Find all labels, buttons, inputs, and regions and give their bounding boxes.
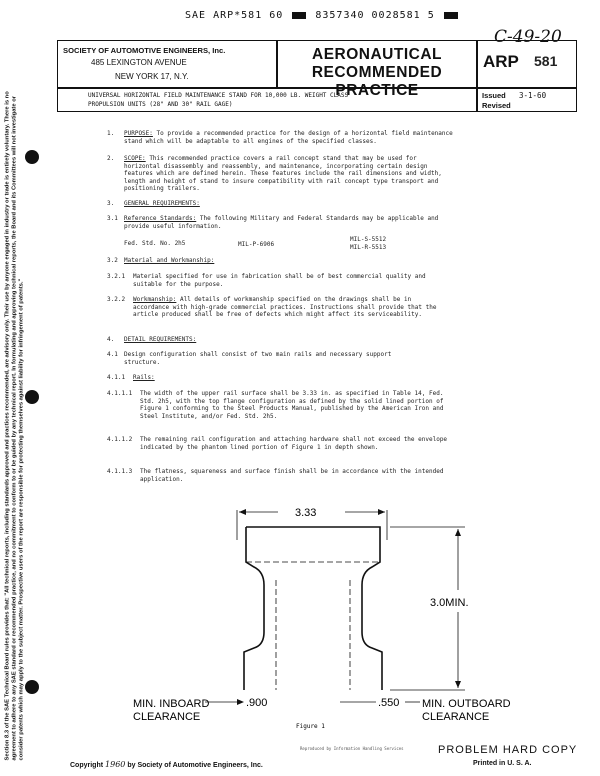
outboard-label-1: MIN. OUTBOARD [422, 698, 511, 710]
section-heading: PURPOSE: [124, 130, 153, 137]
outboard-value: .550 [378, 697, 400, 709]
section-number: 4.1 [107, 351, 118, 358]
issued-date: 3-1-60 [519, 91, 547, 100]
society-address2: NEW YORK 17, N.Y. [115, 72, 189, 81]
society-name: SOCIETY OF AUTOMOTIVE ENGINEERS, Inc. [63, 46, 226, 55]
arp-number: 581 [534, 53, 558, 69]
phantom-lines [246, 562, 380, 690]
section-heading: Rails: [133, 374, 155, 381]
section-heading: DETAIL REQUIREMENTS: [124, 336, 197, 343]
arrow-head [237, 699, 244, 705]
subject-line1: UNIVERSAL HORIZONTAL FIELD MAINTENANCE STAND FOR 10,000 LB. WEIGHT CLASS [88, 92, 349, 99]
rail-profile [244, 527, 382, 690]
section-text: Material specified for use in fabrication shall be of best commercial quality and suitable for the purpose. [133, 273, 426, 288]
doc-serial: 8357340 0028581 5 [315, 10, 435, 21]
copyright-label: Copyright [70, 762, 104, 769]
section-number: 4. [107, 336, 115, 343]
section-text: To provide a recommended practice for the design of a horizontal field maintenance stand which will be adaptable to all engines of the specified classes. [124, 130, 453, 145]
section-number: 1. [107, 130, 115, 137]
copyright-line [70, 760, 263, 769]
section-text: The following Military and Federal Standards may be applicable and provide useful information. [124, 215, 439, 230]
section-number: 2. [107, 155, 115, 162]
section-number: 3. [107, 200, 115, 207]
reproduction-note: Reproduced by Information Handling Services [300, 746, 404, 751]
arp-code: ARP [483, 52, 519, 71]
section-number: 3.1 [107, 215, 118, 222]
society-address1: 485 LEXINGTON AVENUE [91, 58, 187, 67]
ref-mil-2: MIL-S-5512 [350, 236, 387, 243]
section-heading: SCOPE: [124, 155, 146, 162]
section-text: Design configuration shall consist of two main rails and necessary support structure. [124, 351, 392, 366]
title-line1: AERONAUTICAL [312, 46, 442, 63]
section-heading: GENERAL REQUIREMENTS: [124, 200, 200, 207]
issued-label: Issued [482, 91, 506, 100]
printed-in: Printed in U. S. A. [473, 760, 532, 767]
copyright-holder: by Society of Automotive Engineers, Inc. [127, 762, 263, 769]
copyright-year: 1960 [105, 760, 126, 769]
inboard-value: .900 [246, 697, 268, 709]
section-text: The flatness, squareness and surface finish shall be in accordance with the intended application. [140, 468, 444, 483]
section-heading: Reference Standards: [124, 215, 197, 222]
arrow-head [455, 529, 461, 536]
doc-code: SAE ARP*581 60 [185, 10, 284, 21]
revised-label: Revised [482, 101, 511, 110]
section-heading: Material and Workmanship: [124, 257, 215, 264]
section-heading: Workmanship: [133, 296, 177, 303]
height-label: 3.0MIN. [430, 597, 469, 609]
section-text: This recommended practice covers a rail concept stand that may be used for horizontal disassembly and reassembly, and maintenance, incorporating certain design features which are defined herein. These features include the rail dimensions and width, length and height of stand to insure compatibility with rail concept type transport and positioning trailers. [124, 155, 442, 193]
arrow-head [378, 509, 385, 515]
arrow-head [455, 681, 461, 688]
problem-stamp: PROBLEM HARD COPY [438, 744, 578, 756]
section-number: 4.1.1 [107, 374, 126, 381]
handwritten-note: C-49-20 [494, 27, 562, 47]
ref-fed-std: Fed. Std. No. 2h5 [124, 240, 186, 247]
inboard-label-1: MIN. INBOARD [133, 698, 210, 710]
section-number: 4.1.1.3 [107, 468, 133, 475]
figure-caption: Figure 1 [296, 723, 325, 730]
ref-mil-1: MIL-P-6906 [238, 241, 275, 248]
title-line2: RECOMMENDED PRACTICE [311, 64, 443, 99]
width-label: 3.33 [295, 507, 317, 519]
section-number: 3.2.2 [107, 296, 126, 303]
ref-mil-3: MIL-R-5513 [350, 244, 387, 251]
section-text: The remaining rail configuration and attaching hardware shall not exceed the envelope indicated by the phantom lined portion of Figure 1 in depth shown. [140, 436, 448, 451]
outboard-label-2: CLEARANCE [422, 711, 490, 723]
section-number: 4.1.1.1 [107, 390, 133, 397]
arrow-head [239, 509, 246, 515]
section-number: 3.2.1 [107, 273, 126, 280]
inboard-label-2: CLEARANCE [133, 711, 201, 723]
subject-line2: PROPULSION UNITS (28" AND 30" RAIL GAGE) [88, 101, 233, 108]
section-text: All details of workmanship specified on the drawings shall be in accordance with high-grade commercial practices. Instructions shall provide that the article produced shall be free of defects which might affect its serviceability. [133, 296, 437, 319]
section-number: 4.1.1.2 [107, 436, 133, 443]
section-text: The width of the upper rail surface shall be 3.33 in. as specified in Table 14, Fed. Std. 2h5, with the top flange configuration as defined by the solid lined portion of Figure 1 conforming to the Steel Products Manual, published by the American Iron and Steel Institute, and/or Fed. Std. 2h5. [140, 390, 444, 420]
section-number: 3.2 [107, 257, 118, 264]
side-notice: Section 8.3 of the SAE Technical Board rules provides that: "All technical reports, including standards approved and practices recommended, are advisory only. Their use by anyone engaged in industry or trade is entirely voluntary. There is no agreement to adhere to any SAE standard or recommended practice, and no commitment to conform to or be guided by any technical report. In formulating and approving technical reports, the Board and its Committees will not investigate or consider patents which may apply to the subject matter. Prospective users of the report are responsible for protecting themselves against liability for infringement of patents." [4, 91, 25, 761]
